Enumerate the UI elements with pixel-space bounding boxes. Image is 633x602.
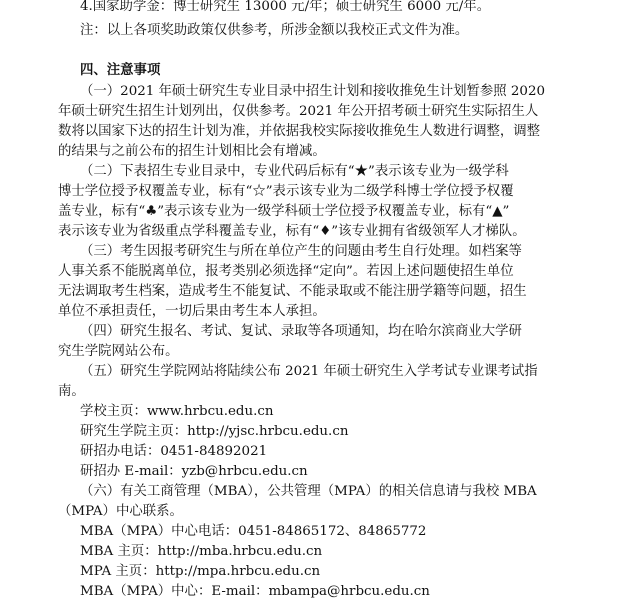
paragraph-line: 数将以国家下达的招生计划为准，并依据我校实际接收推免生人数进行调整，调整 bbox=[58, 124, 541, 139]
paragraph-line: （MPA）中心联系。 bbox=[58, 504, 183, 519]
paragraph-line: 年硕士研究生招生计划列出，仅供参考。2021 年公开招考硕士研究生实际招生人 bbox=[58, 104, 539, 119]
policy-note: 注：以上各项奖助政策仅供参考，所涉金额以我校正式文件为准。 bbox=[80, 23, 469, 38]
paragraph-line: 博士学位授予权覆盖专业，标有“☆”表示该专业为二级学科博士学位授予权覆 bbox=[58, 184, 514, 199]
paragraph-line: 南。 bbox=[58, 384, 85, 399]
paragraph-line: 的结果与之前公布的招生计划相比会有增减。 bbox=[58, 144, 326, 159]
paragraph-line: 无法调取考生档案，造成考生不能复试、不能录取或不能注册学籍等问题，招生 bbox=[58, 284, 527, 299]
school-homepage: 学校主页：www.hrbcu.edu.cn bbox=[80, 404, 274, 419]
mpa-homepage: MPA 主页：http://mpa.hrbcu.edu.cn bbox=[80, 564, 321, 579]
paragraph-line: （一）2021 年硕士研究生专业目录中招生计划和接收推免生计划暂参照 2020 bbox=[80, 84, 545, 99]
paragraph-line: 盖专业，标有“♣”表示该专业为一级学科硕士学位授予权覆盖专业，标有“▲” bbox=[58, 204, 510, 219]
mba-phone: MBA（MPA）中心电话：0451-84865172、84865772 bbox=[80, 524, 427, 539]
section-heading: 四、注意事项 bbox=[80, 63, 161, 78]
paragraph-line: 单位不承担责任，一切后果由考生本人承担。 bbox=[58, 304, 326, 319]
paragraph-line: 究生学院网站公布。 bbox=[58, 344, 179, 359]
admissions-phone: 研招办电话：0451-84892021 bbox=[80, 444, 268, 459]
paragraph-line: （六）有关工商管理（MBA），公共管理（MPA）的相关信息请与我校 MBA bbox=[80, 484, 537, 499]
mba-homepage: MBA 主页：http://mba.hrbcu.edu.cn bbox=[80, 544, 323, 559]
paragraph-line: 表示该专业为省级重点学科覆盖专业，标有“♦”该专业拥有省级领军人才梯队。 bbox=[58, 224, 526, 239]
paragraph-line: （四）研究生报名、考试、复试、录取等各项通知，均在哈尔滨商业大学研 bbox=[80, 324, 522, 339]
admissions-email: 研招办 E-mail：yzb@hrbcu.edu.cn bbox=[80, 464, 308, 479]
paragraph-line: （五）研究生学院网站将陆续公布 2021 年硕士研究生入学考试专业课考试指 bbox=[80, 364, 538, 379]
paragraph-line: （二）下表招生专业目录中，专业代码后标有“★”表示该专业为一级学科 bbox=[80, 164, 509, 179]
graduate-school-homepage: 研究生学院主页：http://yjsc.hrbcu.edu.cn bbox=[80, 424, 349, 439]
grant-line: 4.国家助学金：博士研究生 13000 元/年；硕士研究生 6000 元/年。 bbox=[80, 0, 491, 14]
mba-email: MBA（MPA）中心：E-mail：mbampa@hrbcu.edu.cn bbox=[80, 584, 430, 599]
paragraph-line: （三）考生因报考研究生与所在单位产生的问题由考生自行处理。如档案等 bbox=[80, 244, 522, 259]
paragraph-line: 人事关系不能脱离单位，报考类别必须选择“定向”。若因上述问题使招生单位 bbox=[58, 264, 514, 279]
